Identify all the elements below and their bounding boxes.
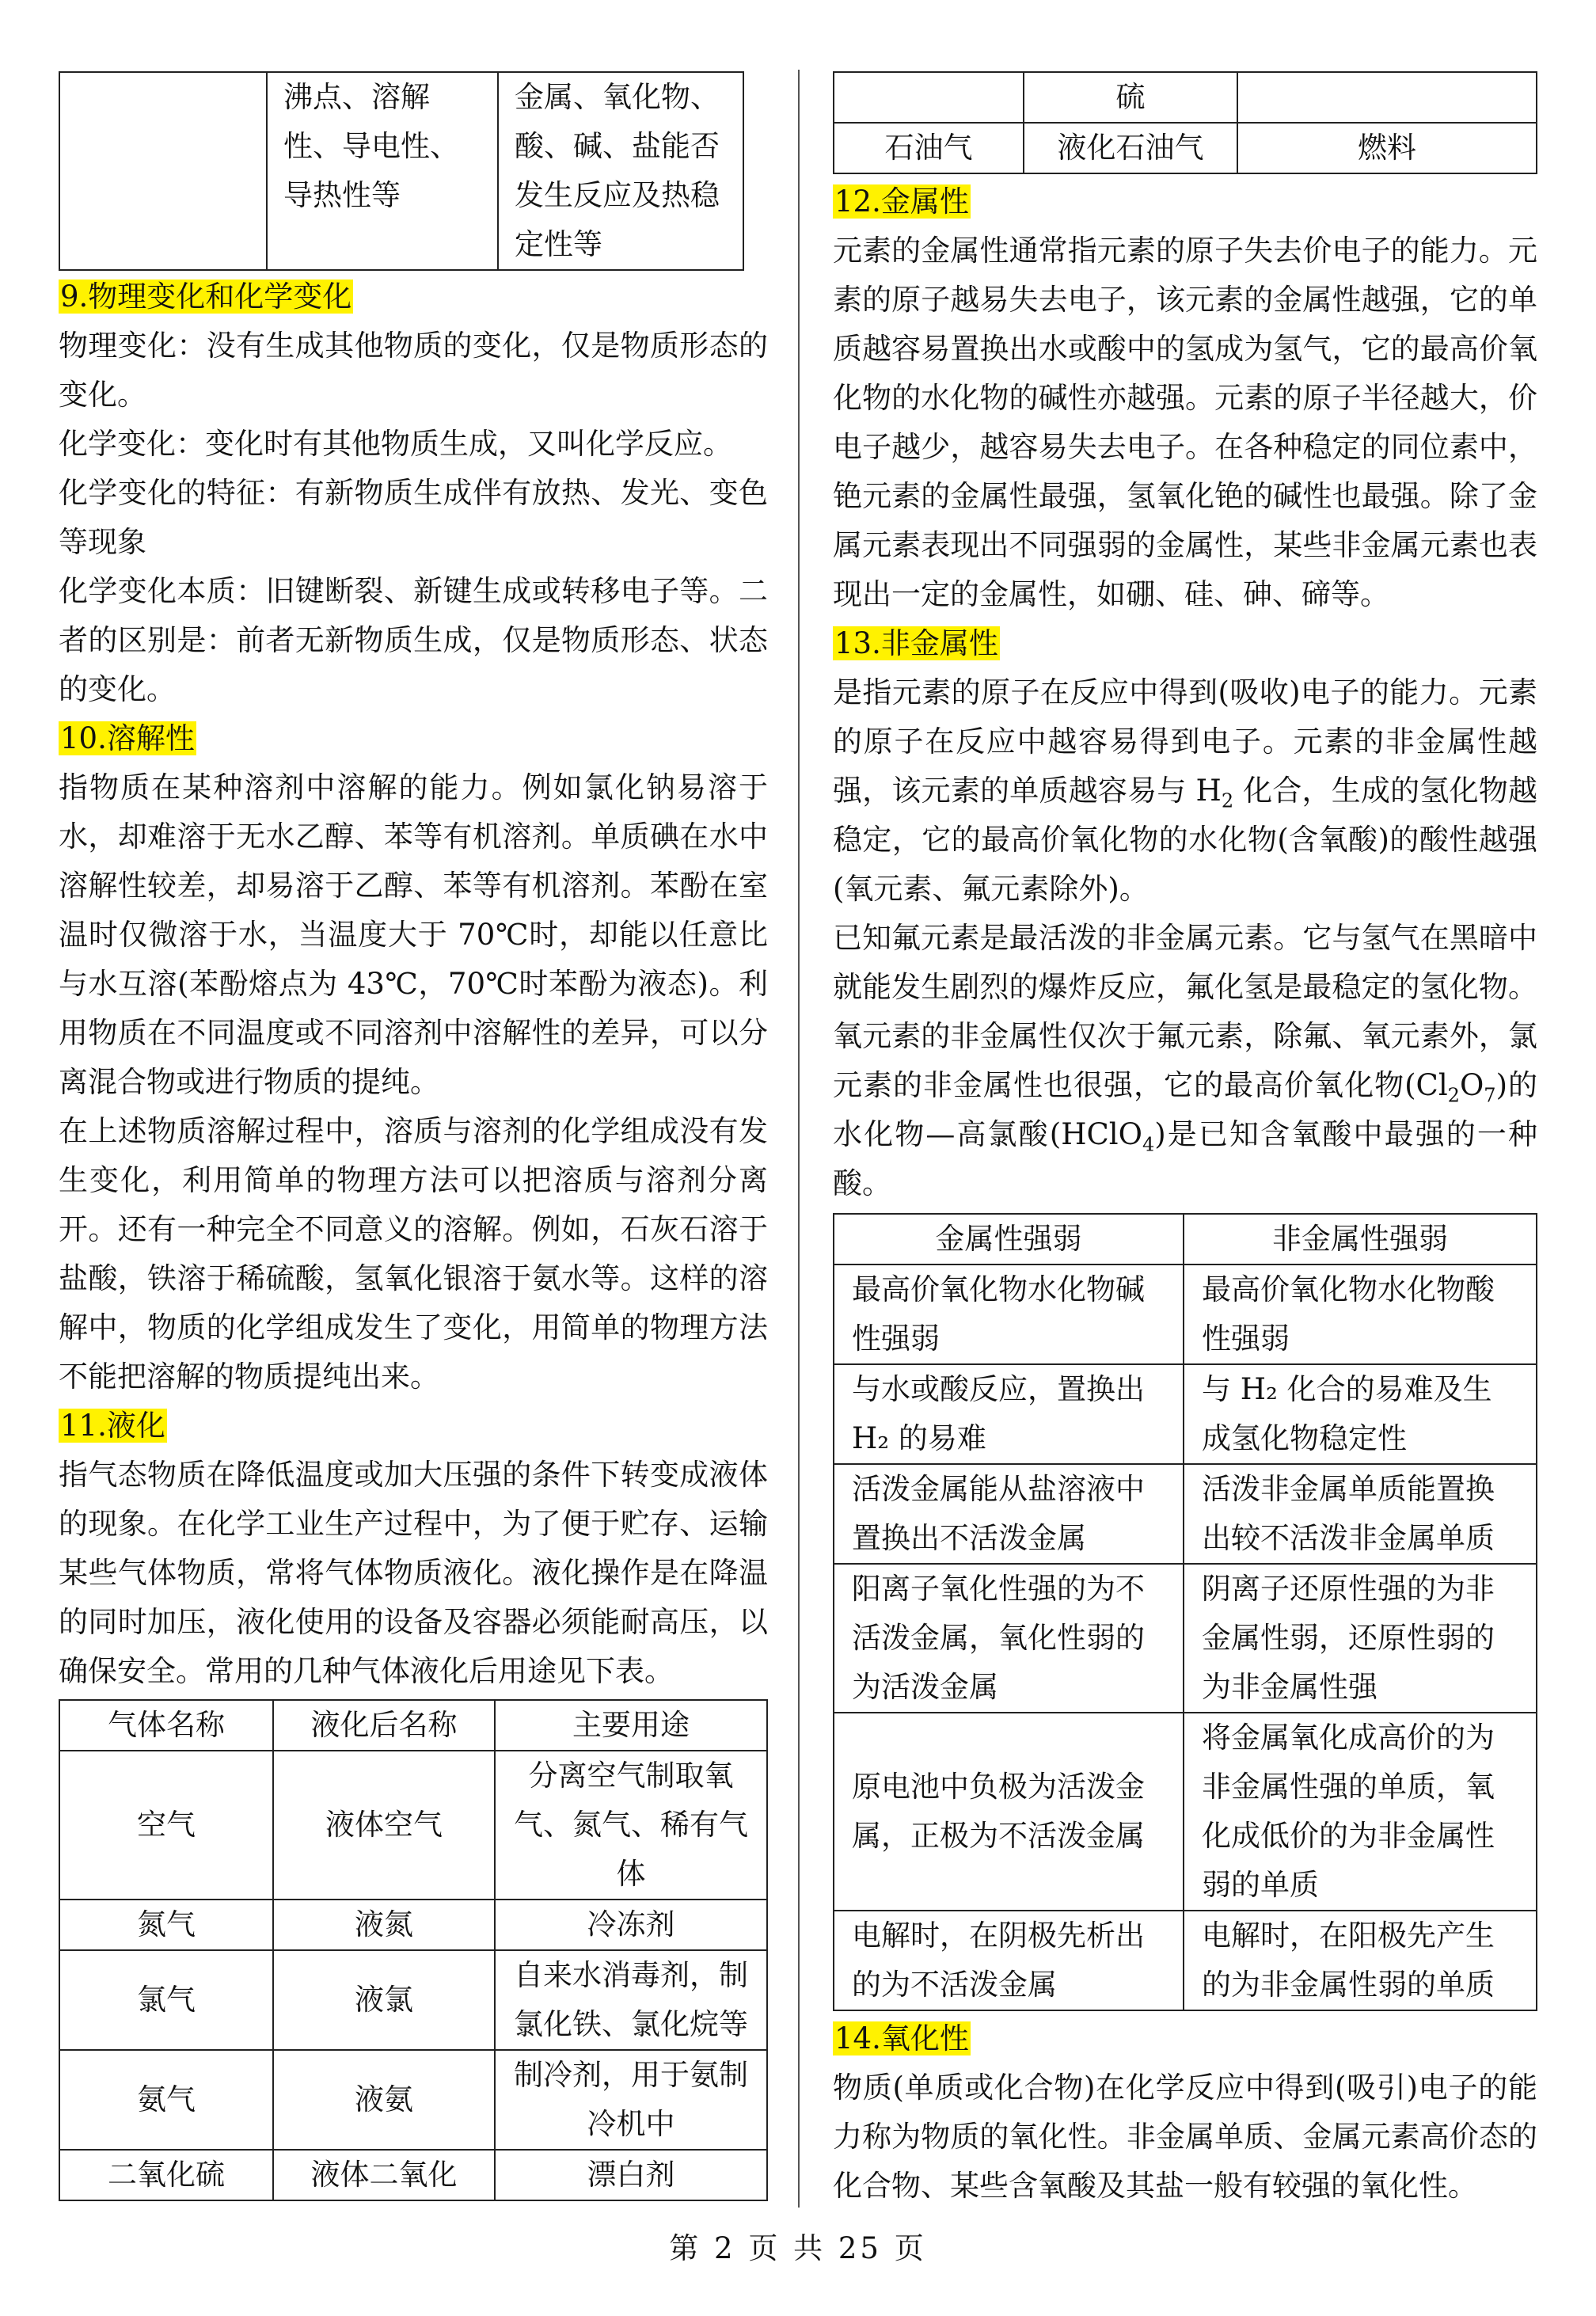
table-cell: 石油气	[834, 123, 1024, 173]
table-row	[834, 1564, 1537, 1713]
section-heading-9: 9.物理变化和化学变化	[60, 280, 352, 314]
table-row	[59, 2150, 767, 2200]
table-cell: 与 H₂ 化合的易难及生成氢化物稳定性	[1184, 1364, 1537, 1464]
table-cell: 硫	[1024, 72, 1237, 123]
table-row	[59, 1900, 767, 1950]
table-header: 气体名称	[59, 1700, 273, 1751]
table-cell: 自来水消毒剂，制氯化铁、氯化烷等	[495, 1950, 767, 2050]
table-row	[834, 123, 1537, 173]
paragraph: 化学变化本质：旧键断裂、新键生成或转移电子等。二者的区别是：前者无新物质生成，仅是物质形态、状态的变化。	[59, 574, 768, 706]
table-row	[59, 72, 743, 270]
table-cell: 原电池中负极为活泼金属，正极为不活泼金属	[834, 1713, 1184, 1911]
paragraph: 物理变化：没有生成其他物质的变化，仅是物质形态的变化。	[59, 329, 768, 412]
table-cell: 活泼非金属单质能置换出较不活泼非金属单质	[1184, 1464, 1537, 1564]
table-header-row	[834, 1214, 1537, 1264]
paragraph: 化学变化：变化时有其他物质生成，又叫化学反应。	[59, 427, 732, 461]
table-cell: 电解时，在阳极先产生的为非金属性弱的单质	[1184, 1911, 1537, 2010]
table-row	[834, 72, 1537, 123]
section-heading-14: 14.氧化性	[834, 2021, 969, 2055]
table-row	[59, 1950, 767, 2050]
right-column	[833, 71, 1537, 2211]
table-cell: 二氧化硫	[59, 2150, 273, 2200]
table-row	[59, 2050, 767, 2150]
table-header: 非金属性强弱	[1184, 1214, 1537, 1264]
column-divider	[798, 70, 800, 2208]
table-cell: 氯气	[59, 1950, 273, 2050]
left-column	[59, 71, 768, 2201]
table-header: 主要用途	[495, 1700, 767, 1751]
table-cell: 漂白剂	[495, 2150, 767, 2200]
property-table-fragment	[59, 71, 744, 271]
table-row	[834, 1713, 1537, 1911]
table-cell: 沸点、溶解性、导电性、导热性等	[267, 72, 498, 270]
table-cell	[59, 72, 267, 270]
paragraph: 是指元素的原子在反应中得到(吸收)电子的能力。元素的原子在反应中越容易得到电子。元素的非金属性越强，该元素的单质越容易与 $H_2$ 化合，生成的氢化物越稳定，它的最高价氧化物的水化物(含氧酸)的酸性越强(氧元素、氟元素除外)。	[833, 675, 1537, 906]
table-header-row	[59, 1700, 767, 1751]
table-row	[834, 1911, 1537, 2010]
metal-nonmetal-comparison-table	[833, 1213, 1537, 2011]
table-header: 液化后名称	[273, 1700, 495, 1751]
page-number: 第 2 页 共 25 页	[669, 2231, 927, 2265]
table-cell: 液氮	[273, 1900, 495, 1950]
paragraph: 指物质在某种溶剂中溶解的能力。例如氯化钠易溶于水，却难溶于无水乙醇、苯等有机溶剂。单质碘在水中溶解性较差，却易溶于乙醇、苯等有机溶剂。苯酚在室温时仅微溶于水，当温度大于 70℃时，却能以任意比与水互溶(苯酚熔点为 43℃，70℃时苯酚为液态)。利用物质在不同温度或不同溶剂中溶解性的差异，可以分离混合物或进行物质的提纯。	[59, 770, 768, 1099]
table-cell	[1237, 72, 1537, 123]
paragraph: 元素的金属性通常指元素的原子失去价电子的能力。元素的原子越易失去电子，该元素的金属性越强，它的单质越容易置换出水或酸中的氢成为氢气，它的最高价氧化物的水化物的碱性亦越强。元素的原子半径越大，价电子越少，越容易失去电子。在各种稳定的同位素中，铯元素的金属性最强，氢氧化铯的碱性也最强。除了金属元素表现出不同强弱的金属性，某些非金属元素也表现出一定的金属性，如硼、硅、砷、碲等。	[833, 234, 1537, 611]
table-cell: 制冷剂，用于氨制冷机中	[495, 2050, 767, 2150]
paragraph: 物质(单质或化合物)在化学反应中得到(吸引)电子的能力称为物质的氧化性。非金属单质、金属元素高价态的化合物、某些含氧酸及其盐一般有较强的氧化性。	[833, 2071, 1537, 2203]
table-cell: 将金属氧化成高价的为非金属性强的单质，氧化成低价的为非金属性弱的单质	[1184, 1713, 1537, 1911]
paragraph: 在上述物质溶解过程中，溶质与溶剂的化学组成没有发生变化，利用简单的物理方法可以把溶质与溶剂分离开。还有一种完全不同意义的溶解。例如，石灰石溶于盐酸，铁溶于稀硫酸，氢氧化银溶于氨水等。这样的溶解中，物质的化学组成发生了变化，用简单的物理方法不能把溶解的物质提纯出来。	[59, 1114, 768, 1394]
table-row	[834, 1364, 1537, 1464]
table-row	[59, 1751, 767, 1900]
table-cell: 液氯	[273, 1950, 495, 2050]
table-row	[834, 1264, 1537, 1364]
table-cell: 冷冻剂	[495, 1900, 767, 1950]
section-heading-12: 12.金属性	[834, 184, 969, 219]
table-cell: 最高价氧化物水化物酸性强弱	[1184, 1264, 1537, 1364]
table-cell: 分离空气制取氧气、氮气、稀有气体	[495, 1751, 767, 1900]
table-cell: 最高价氧化物水化物碱性强弱	[834, 1264, 1184, 1364]
table-cell: 活泼金属能从盐溶液中置换出不活泼金属	[834, 1464, 1184, 1564]
table-cell: 燃料	[1237, 123, 1537, 173]
table-cell: 阳离子氧化性强的为不活泼金属，氧化性弱的为活泼金属	[834, 1564, 1184, 1713]
table-cell: 与水或酸反应，置换出 H₂ 的易难	[834, 1364, 1184, 1464]
table-cell: 氨气	[59, 2050, 273, 2150]
table-cell: 阴离子还原性强的为非金属性弱，还原性弱的为非金属性强	[1184, 1564, 1537, 1713]
table-cell: 液体空气	[273, 1751, 495, 1900]
paragraph: 指气态物质在降低温度或加大压强的条件下转变成液体的现象。在化学工业生产过程中，为了便于贮存、运输某些气体物质，常将气体物质液化。液化操作是在降温的同时加压，液化使用的设备及容器必须能耐高压，以确保安全。常用的几种气体液化后用途见下表。	[59, 1458, 768, 1688]
table-cell: 氮气	[59, 1900, 273, 1950]
gas-table-fragment	[833, 71, 1537, 174]
table-cell: 液化石油气	[1024, 123, 1237, 173]
table-cell: 液体二氧化	[273, 2150, 495, 2200]
table-header: 金属性强弱	[834, 1214, 1184, 1264]
table-cell: 空气	[59, 1751, 273, 1900]
table-cell: 液氨	[273, 2050, 495, 2150]
gas-liquefaction-table	[59, 1699, 768, 2201]
paragraph: 已知氟元素是最活泼的非金属元素。它与氢气在黑暗中就能发生剧烈的爆炸反应，氟化氢是最稳定的氢化物。氧元素的非金属性仅次于氟元素，除氟、氧元素外，氯元素的非金属性也很强，它的最高价氧化物$(Cl_2O_7)$的水化物—高氯酸(HClO$_4$)是已知含氧酸中最强的一种酸。	[833, 921, 1538, 1200]
paragraph: 化学变化的特征：有新物质生成伴有放热、发光、变色等现象	[59, 476, 768, 559]
section-heading-13: 13.非金属性	[834, 626, 998, 660]
section-heading-11: 11.液化	[60, 1409, 165, 1443]
table-cell	[834, 72, 1024, 123]
section-heading-10: 10.溶解性	[60, 721, 195, 755]
table-cell: 金属、氧化物、酸、碱、盐能否发生反应及热稳定性等	[498, 72, 743, 270]
table-row	[834, 1464, 1537, 1564]
table-cell: 电解时，在阴极先析出的为不活泼金属	[834, 1911, 1184, 2010]
